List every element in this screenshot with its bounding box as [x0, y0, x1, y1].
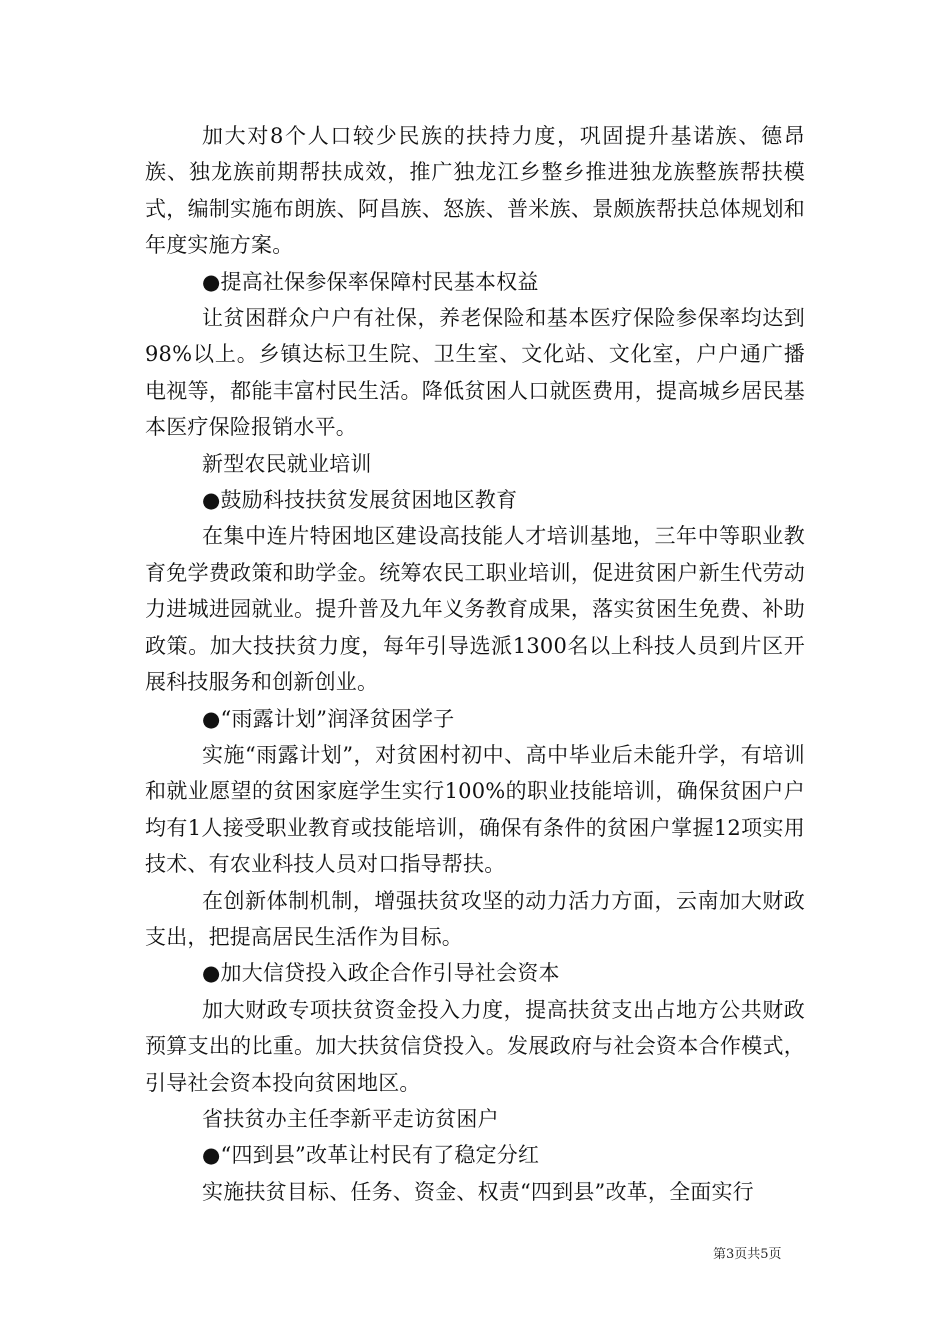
caption-farmer-training: 新型农民就业培训	[202, 451, 372, 476]
caption-director-visit: 省扶贫办主任李新平走访贫困户	[202, 1106, 499, 1131]
document-body	[145, 118, 805, 1210]
heading-four-to-county: ●“四到县”改革让村民有了稳定分红	[202, 1143, 540, 1168]
page-number: 第3页共5页	[713, 1247, 782, 1262]
heading-credit-investment: ●加大信贷投入政企合作引导社会资本	[202, 961, 560, 986]
paragraph-fiscal-spending: 在创新体制机制，增强扶贫攻坚的动力活力方面，云南加大财政支出，把提高居民生活作为目标。	[145, 888, 805, 949]
paragraph-minority-support: 加大对8个人口较少民族的扶持力度，巩固提升基诺族、德昂族、独龙族前期帮扶成效，推广独龙江乡整乡推进独龙族整族帮扶模式，编制实施布朗族、阿昌族、怒族、普米族、景颇族帮扶总体规划和年度实施方案。	[145, 124, 805, 258]
paragraph-tech-education: 在集中连片特困地区建设高技能人才培训基地，三年中等职业教育免学费政策和助学金。统筹农民工职业培训，促进贫困户新生代劳动力进城进园就业。提升普及九年义务教育成果，落实贫困生免费、补助政策。加大技扶贫力度，每年引导选派1300名以上科技人员到片区开展科技服务和创新创业。	[145, 524, 805, 695]
paragraph-yulu-plan: 实施“雨露计划”，对贫困村初中、高中毕业后未能升学，有培训和就业愿望的贫困家庭学生实行100%的职业技能培训，确保贫困户户均有1人接受职业教育或技能培训，确保有条件的贫困户掌握12项实用技术、有农业科技人员对口指导帮扶。	[145, 742, 805, 877]
paragraph-four-to-county: 实施扶贫目标、任务、资金、权责“四到县”改革，全面实行	[202, 1179, 754, 1204]
heading-social-insurance: ●提高社保参保率保障村民基本权益	[202, 269, 539, 294]
paragraph-social-insurance: 让贫困群众户户有社保，养老保险和基本医疗保险参保率均达到98%以上。乡镇达标卫生院、卫生室、文化站、文化室，户户通广播电视等，都能丰富村民生活。降低贫困人口就医费用，提高城乡居民基本医疗保险报销水平。	[145, 306, 805, 440]
heading-tech-education: ●鼓励科技扶贫发展贫困地区教育	[202, 488, 518, 513]
paragraph-credit-investment: 加大财政专项扶贫资金投入力度，提高扶贫支出占地方公共财政预算支出的比重。加大扶贫信贷投入。发展政府与社会资本合作模式，引导社会资本投向贫困地区。	[145, 997, 805, 1095]
heading-yulu-plan: ●“雨露计划”润泽贫困学子	[202, 706, 455, 731]
